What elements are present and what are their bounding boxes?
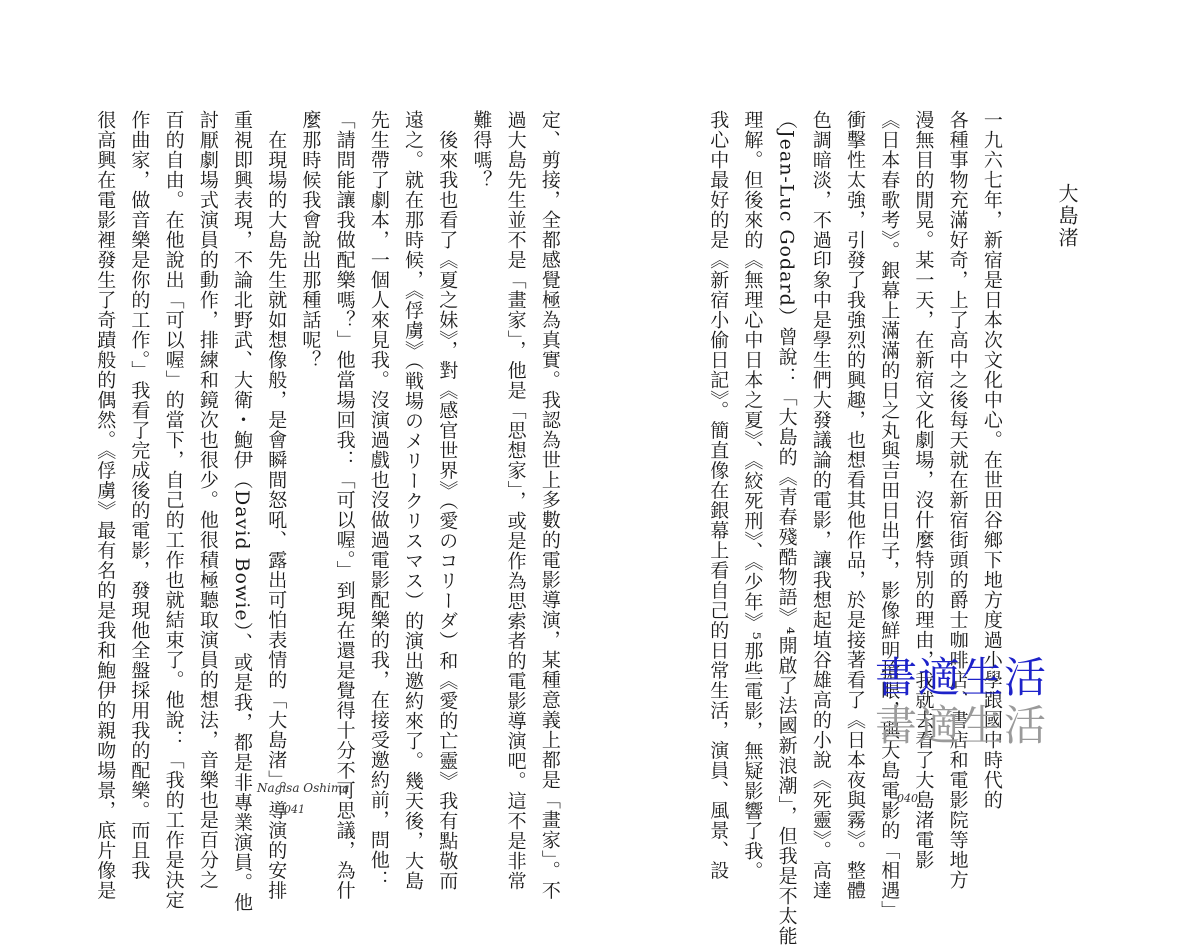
watermark-text-gray: 書適生活 — [875, 701, 1048, 750]
running-head: 大島渚 — [1055, 183, 1079, 249]
body-column: 色調暗淡，不過印象中是學生們大發議論的電影，讓我想起埴谷雄高的小說《死靈》。高達 — [809, 110, 832, 901]
footer-author-name: Nagisa Oshima — [257, 781, 350, 795]
body-column: 很高興在電影裡發生了奇蹟般的偶然。《俘虜》最有名的是我和鮑伊的親吻場景，底片像是 — [94, 110, 117, 901]
page-number-left: 041 — [284, 803, 305, 816]
body-column: 討厭劇場式演員的動作，排練和鏡次也很少。他很積極聽取演員的想法，音樂也是百分之 — [196, 110, 219, 890]
body-column: 先生帶了劇本，一個人來見我。沒演過戲也沒做過電影配樂的我，在接受邀約前，問他： — [367, 110, 390, 890]
body-column: 各種事物充滿好奇，上了高中之後每天就在新宿街頭的爵士咖啡店、書店和電影院等地方 — [946, 110, 969, 890]
body-column: 麼那時候我會說出那種話呢？ — [299, 110, 322, 370]
body-column: 遠之。就在那時候，《俘虜》（戦場のメリークリスマス）的演出邀約來了。幾天後，大島 — [402, 110, 425, 891]
body-column: 理解。但後來的《無理心中日本之夏》、《絞死刑》、《少年》⁵那些電影，無疑影響了我。 — [741, 110, 764, 881]
body-column: 重視即興表現，不論北野武、大衛・鮑伊（David Bowie）、或是我，都是非專業演員。他 — [231, 110, 254, 913]
body-column: 《日本春歌考》。銀幕上滿滿的日之丸與吉田日出子，影像鮮明搶眼，與大島電影的「相遇」 — [878, 110, 901, 921]
watermark-text-blue: 書適生活 — [875, 653, 1048, 702]
body-column: 定、剪接，全都感覺極為真實。我認為世上多數的電影導演，某種意義上都是「畫家」。不 — [538, 110, 561, 901]
body-column: 衝擊性太強，引發了我強烈的興趣，也想看其他作品，於是接著看了《日本夜與霧》。整體 — [844, 110, 867, 901]
body-column: （Jean-Luc Godard）曾說：「大島的《青春殘酷物語》⁴開啟了法國新浪潮」，但我是不太能 — [775, 110, 798, 946]
body-column: 作曲家，做音樂是你的工作。」我看了完成後的電影，發現他全盤採用我的配樂。而且我 — [128, 110, 151, 881]
body-column: 後來我也看了《夏之妹》，對《感官世界》（愛のコリーダ）和《愛的亡靈》我有點敬而 — [436, 110, 459, 891]
left-page — [0, 0, 600, 913]
page-number-right: 040 — [897, 792, 918, 805]
body-column: 過大島先生並不是「畫家」，他是「思想家」，或是作為思索者的電影導演吧。這不是非常 — [504, 110, 527, 891]
body-column: 漫無目的閒晃。某一天，在新宿文化劇場，沒什麼特別的理由，我就去看了大島渚電影 — [912, 110, 935, 870]
body-column: 一九六七年，新宿是日本次文化中心。在世田谷鄉下地方度過小學跟國中時代的 — [980, 110, 1003, 810]
watermark-logo — [875, 652, 1065, 762]
body-column: 百的自由。在他說出「可以喔」的當下，自己的工作也就結束了。他說：「我的工作是決定 — [162, 110, 185, 910]
body-column: 在現場的大島先生就如想像般，是會瞬間怒吼、露出可怕表情的「大島渚」。導演的安排 — [265, 110, 288, 901]
body-column: 我心中最好的是《新宿小偷日記》。簡直像在銀幕上看自己的日常生活，演員、風景、設 — [707, 110, 730, 881]
body-column: 難得嗎？ — [470, 110, 493, 190]
body-column: 「請問能讓我做配樂嗎？」他當場回我：「可以喔。」到現在還是覺得十分不可思議，為什 — [333, 110, 356, 901]
